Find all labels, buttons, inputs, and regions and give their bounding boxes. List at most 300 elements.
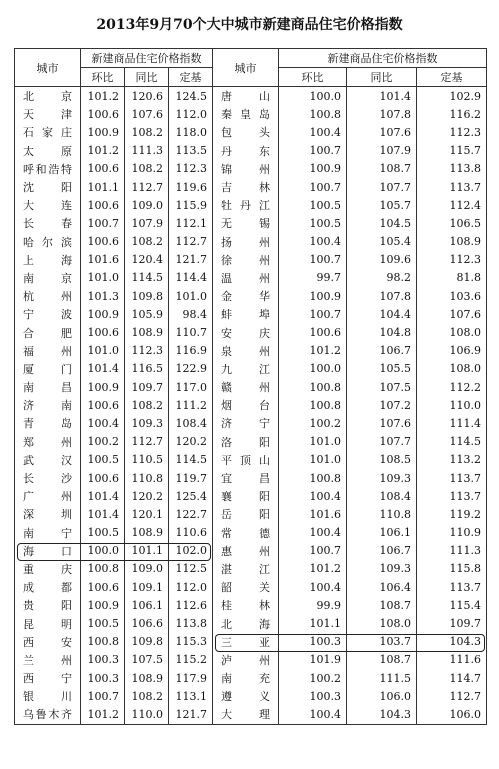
left-mom-cell: 101.3 [81, 287, 125, 305]
table-row [15, 560, 487, 578]
right-base-cell: 112.4 [417, 196, 487, 214]
right-mom-cell: 101.9 [279, 651, 347, 669]
left-mom-cell: 101.6 [81, 251, 125, 269]
right-city-cell: 岳阳 [213, 505, 279, 523]
right-city-cell: 洛阳 [213, 433, 279, 451]
table-row [15, 342, 487, 360]
right-mom-cell: 100.5 [279, 214, 347, 232]
right-yoy-cell: 108.0 [347, 614, 417, 632]
right-base-cell: 113.2 [417, 451, 487, 469]
left-base-cell: 98.4 [169, 305, 213, 323]
left-city-cell: 天津 [15, 105, 81, 123]
right-yoy-cell: 111.5 [347, 669, 417, 687]
right-yoy-cell: 107.8 [347, 105, 417, 123]
right-mom-cell: 101.0 [279, 433, 347, 451]
table-row [15, 651, 487, 669]
right-yoy-cell: 108.7 [347, 596, 417, 614]
right-yoy-cell: 107.2 [347, 396, 417, 414]
right-base-cell: 112.3 [417, 123, 487, 141]
left-base-cell: 112.0 [169, 578, 213, 596]
left-yoy-cell: 114.5 [125, 269, 169, 287]
left-base-cell: 112.6 [169, 596, 213, 614]
right-yoy-cell: 106.0 [347, 687, 417, 705]
right-mom-cell: 100.7 [279, 542, 347, 560]
right-yoy-cell: 108.7 [347, 160, 417, 178]
table-row [15, 178, 487, 196]
right-mom-cell: 100.8 [279, 396, 347, 414]
left-yoy-cell: 101.1 [125, 542, 169, 560]
left-mom-cell: 100.6 [81, 105, 125, 123]
left-base-cell: 117.0 [169, 378, 213, 396]
table-row [15, 687, 487, 705]
right-mom-cell: 100.4 [279, 233, 347, 251]
right-mom-cell: 101.0 [279, 451, 347, 469]
right-base-cell: 114.5 [417, 433, 487, 451]
left-base-cell: 122.7 [169, 505, 213, 523]
left-mom-cell: 100.0 [81, 542, 125, 560]
table-row [15, 669, 487, 687]
right-city-cell: 唐山 [213, 87, 279, 106]
right-yoy-cell: 105.5 [347, 360, 417, 378]
right-base-cell: 115.8 [417, 560, 487, 578]
left-base-cell: 115.2 [169, 651, 213, 669]
right-mom-cell: 100.2 [279, 669, 347, 687]
right-base-cell: 112.2 [417, 378, 487, 396]
left-base-cell: 125.4 [169, 487, 213, 505]
right-yoy-cell: 103.7 [347, 633, 417, 651]
left-mom-cell: 101.0 [81, 269, 125, 287]
left-yoy-cell: 107.5 [125, 651, 169, 669]
right-city-cell: 赣州 [213, 378, 279, 396]
left-city-cell: 合肥 [15, 323, 81, 341]
right-city-cell: 蚌埠 [213, 305, 279, 323]
left-yoy-cell: 108.2 [125, 687, 169, 705]
right-yoy-cell: 108.4 [347, 487, 417, 505]
table-row [15, 287, 487, 305]
left-mom-cell: 100.6 [81, 160, 125, 178]
left-mom-cell: 100.7 [81, 214, 125, 232]
right-yoy-cell: 107.7 [347, 433, 417, 451]
left-yoy-cell: 109.0 [125, 196, 169, 214]
left-mom-cell: 100.9 [81, 596, 125, 614]
right-mom-cell: 100.4 [279, 578, 347, 596]
left-yoy-cell: 107.9 [125, 214, 169, 232]
left-city-cell: 长春 [15, 214, 81, 232]
left-base-cell: 117.9 [169, 669, 213, 687]
right-city-cell: 常德 [213, 524, 279, 542]
left-mom-cell: 100.5 [81, 451, 125, 469]
left-city-cell: 深圳 [15, 505, 81, 523]
price-index-table [14, 48, 487, 725]
table-row [15, 524, 487, 542]
right-base-cell: 113.7 [417, 578, 487, 596]
right-city-cell: 包头 [213, 123, 279, 141]
left-base-cell: 113.8 [169, 614, 213, 632]
table-row [15, 87, 487, 106]
left-mom-cell: 100.8 [81, 633, 125, 651]
left-mom-cell: 101.4 [81, 487, 125, 505]
right-yoy-cell: 109.6 [347, 251, 417, 269]
left-city-cell: 南昌 [15, 378, 81, 396]
right-base-cell: 114.7 [417, 669, 487, 687]
left-base-cell: 119.7 [169, 469, 213, 487]
table-row [15, 487, 487, 505]
right-base-cell: 110.0 [417, 396, 487, 414]
left-city-cell: 海口 [15, 542, 81, 560]
left-mom-cell: 100.6 [81, 323, 125, 341]
table-row [15, 596, 487, 614]
left-yoy-cell: 120.6 [125, 87, 169, 106]
left-base-cell: 111.2 [169, 396, 213, 414]
right-base-cell: 115.7 [417, 142, 487, 160]
right-base-cell: 115.4 [417, 596, 487, 614]
right-base-cell: 109.7 [417, 614, 487, 632]
left-yoy-cell: 109.1 [125, 578, 169, 596]
left-yoy-cell: 109.8 [125, 287, 169, 305]
left-mom-cell: 100.6 [81, 578, 125, 596]
left-city-cell: 青岛 [15, 414, 81, 432]
left-city-cell: 福州 [15, 342, 81, 360]
left-mom-cell: 101.2 [81, 705, 125, 724]
left-yoy-cell: 109.0 [125, 560, 169, 578]
table-row [15, 433, 487, 451]
right-base-header: 定基 [417, 68, 487, 87]
left-mom-cell: 100.6 [81, 469, 125, 487]
left-mom-cell: 101.2 [81, 142, 125, 160]
left-mom-cell: 100.5 [81, 524, 125, 542]
right-base-cell: 104.3 [417, 633, 487, 651]
right-mom-cell: 100.9 [279, 287, 347, 305]
left-city-cell: 兰州 [15, 651, 81, 669]
left-mom-cell: 100.7 [81, 687, 125, 705]
right-city-cell: 平顶山 [213, 451, 279, 469]
right-city-cell: 济宁 [213, 414, 279, 432]
right-city-cell: 桂林 [213, 596, 279, 614]
left-base-cell: 110.7 [169, 323, 213, 341]
right-mom-cell: 100.6 [279, 323, 347, 341]
right-mom-cell: 100.4 [279, 705, 347, 724]
table-row [15, 214, 487, 232]
right-mom-cell: 100.7 [279, 305, 347, 323]
right-base-cell: 108.0 [417, 360, 487, 378]
right-yoy-cell: 108.5 [347, 451, 417, 469]
left-mom-cell: 100.2 [81, 433, 125, 451]
right-city-cell: 宜昌 [213, 469, 279, 487]
right-mom-header: 环比 [279, 68, 347, 87]
left-yoy-cell: 120.1 [125, 505, 169, 523]
left-mom-cell: 100.5 [81, 614, 125, 632]
right-base-cell: 108.0 [417, 323, 487, 341]
left-city-cell: 济南 [15, 396, 81, 414]
right-mom-cell: 100.0 [279, 87, 347, 106]
right-base-cell: 103.6 [417, 287, 487, 305]
left-base-cell: 113.5 [169, 142, 213, 160]
right-city-cell: 南充 [213, 669, 279, 687]
table-row [15, 396, 487, 414]
left-city-cell: 太原 [15, 142, 81, 160]
left-mom-cell: 100.6 [81, 396, 125, 414]
table-row [15, 233, 487, 251]
left-base-cell: 121.7 [169, 705, 213, 724]
right-city-cell: 三亚 [213, 633, 279, 651]
right-yoy-cell: 106.1 [347, 524, 417, 542]
left-base-cell: 112.3 [169, 160, 213, 178]
page-title: 2013年9月70个大中城市新建商品住宅价格指数 [96, 17, 403, 33]
left-city-cell: 厦门 [15, 360, 81, 378]
right-city-cell: 烟台 [213, 396, 279, 414]
right-city-cell: 湛江 [213, 560, 279, 578]
left-city-cell: 上海 [15, 251, 81, 269]
table-row [15, 505, 487, 523]
left-mom-cell: 100.9 [81, 123, 125, 141]
left-base-cell: 112.5 [169, 560, 213, 578]
right-base-cell: 106.9 [417, 342, 487, 360]
table-row [15, 378, 487, 396]
left-mom-cell: 100.9 [81, 305, 125, 323]
right-yoy-cell: 109.3 [347, 560, 417, 578]
left-mom-cell: 100.9 [81, 378, 125, 396]
right-yoy-cell: 101.4 [347, 87, 417, 106]
left-city-cell: 呼和浩特 [15, 160, 81, 178]
left-mom-cell: 101.0 [81, 342, 125, 360]
table-row [15, 123, 487, 141]
right-base-cell: 107.6 [417, 305, 487, 323]
table-row [15, 414, 487, 432]
left-city-cell: 杭州 [15, 287, 81, 305]
right-mom-cell: 101.6 [279, 505, 347, 523]
table-row [15, 305, 487, 323]
left-mom-cell: 100.6 [81, 233, 125, 251]
left-base-cell: 119.6 [169, 178, 213, 196]
left-base-cell: 122.9 [169, 360, 213, 378]
right-base-cell: 112.7 [417, 687, 487, 705]
left-yoy-cell: 112.7 [125, 178, 169, 196]
right-mom-cell: 101.1 [279, 614, 347, 632]
left-base-cell: 115.9 [169, 196, 213, 214]
right-base-cell: 113.8 [417, 160, 487, 178]
right-yoy-cell: 107.9 [347, 142, 417, 160]
left-mom-cell: 101.4 [81, 505, 125, 523]
right-yoy-cell: 104.5 [347, 214, 417, 232]
left-base-cell: 102.0 [169, 542, 213, 560]
left-city-cell: 广州 [15, 487, 81, 505]
left-city-cell: 武汉 [15, 451, 81, 469]
right-base-cell: 108.9 [417, 233, 487, 251]
left-city-cell: 北京 [15, 87, 81, 106]
left-base-cell: 113.1 [169, 687, 213, 705]
left-city-cell: 贵阳 [15, 596, 81, 614]
table-row [15, 633, 487, 651]
right-base-cell: 111.6 [417, 651, 487, 669]
left-base-cell: 110.6 [169, 524, 213, 542]
table-row [15, 196, 487, 214]
right-mom-cell: 100.3 [279, 687, 347, 705]
left-base-cell: 101.0 [169, 287, 213, 305]
right-mom-cell: 99.7 [279, 269, 347, 287]
right-city-cell: 扬州 [213, 233, 279, 251]
right-city-cell: 丹东 [213, 142, 279, 160]
right-city-header: 城市 [213, 49, 279, 87]
left-yoy-cell: 120.4 [125, 251, 169, 269]
left-base-cell: 108.4 [169, 414, 213, 432]
left-yoy-cell: 106.6 [125, 614, 169, 632]
left-yoy-cell: 112.3 [125, 342, 169, 360]
left-yoy-cell: 109.7 [125, 378, 169, 396]
right-yoy-cell: 104.4 [347, 305, 417, 323]
right-yoy-cell: 106.7 [347, 542, 417, 560]
right-mom-cell: 100.4 [279, 487, 347, 505]
left-mom-cell: 100.3 [81, 651, 125, 669]
right-yoy-cell: 107.6 [347, 414, 417, 432]
right-yoy-cell: 110.8 [347, 505, 417, 523]
right-city-cell: 泉州 [213, 342, 279, 360]
right-city-cell: 安庆 [213, 323, 279, 341]
right-city-cell: 牡丹江 [213, 196, 279, 214]
right-mom-cell: 101.2 [279, 560, 347, 578]
left-city-cell: 长沙 [15, 469, 81, 487]
left-yoy-cell: 105.9 [125, 305, 169, 323]
table-row [15, 142, 487, 160]
right-mom-cell: 100.7 [279, 251, 347, 269]
right-city-cell: 北海 [213, 614, 279, 632]
right-base-cell: 113.7 [417, 469, 487, 487]
right-base-cell: 102.9 [417, 87, 487, 106]
left-mom-cell: 101.2 [81, 87, 125, 106]
right-city-cell: 襄阳 [213, 487, 279, 505]
right-yoy-cell: 105.4 [347, 233, 417, 251]
table-row [15, 578, 487, 596]
left-city-cell: 西宁 [15, 669, 81, 687]
right-mom-cell: 100.9 [279, 160, 347, 178]
right-city-cell: 温州 [213, 269, 279, 287]
right-mom-cell: 99.9 [279, 596, 347, 614]
left-yoy-cell: 106.1 [125, 596, 169, 614]
right-mom-cell: 100.7 [279, 178, 347, 196]
left-city-cell: 乌鲁木齐 [15, 705, 81, 724]
left-base-header: 定基 [169, 68, 213, 87]
left-yoy-cell: 107.6 [125, 105, 169, 123]
right-mom-cell: 100.4 [279, 524, 347, 542]
table-row [15, 269, 487, 287]
left-yoy-cell: 108.2 [125, 160, 169, 178]
right-yoy-cell: 108.7 [347, 651, 417, 669]
right-city-cell: 金华 [213, 287, 279, 305]
right-yoy-cell: 107.5 [347, 378, 417, 396]
right-mom-cell: 100.8 [279, 378, 347, 396]
left-yoy-cell: 108.9 [125, 323, 169, 341]
left-yoy-cell: 109.8 [125, 633, 169, 651]
left-yoy-cell: 108.9 [125, 524, 169, 542]
right-mom-cell: 101.2 [279, 342, 347, 360]
right-yoy-cell: 107.8 [347, 287, 417, 305]
left-mom-cell: 101.4 [81, 360, 125, 378]
right-yoy-cell: 109.3 [347, 469, 417, 487]
right-yoy-cell: 106.7 [347, 342, 417, 360]
left-yoy-cell: 116.5 [125, 360, 169, 378]
left-mom-cell: 100.8 [81, 560, 125, 578]
right-yoy-cell: 104.3 [347, 705, 417, 724]
left-yoy-header: 同比 [125, 68, 169, 87]
right-base-cell: 113.7 [417, 178, 487, 196]
left-city-cell: 南宁 [15, 524, 81, 542]
table-row [15, 451, 487, 469]
left-city-cell: 石家庄 [15, 123, 81, 141]
right-base-cell: 110.9 [417, 524, 487, 542]
left-city-cell: 宁波 [15, 305, 81, 323]
table-row [15, 614, 487, 632]
right-city-cell: 泸州 [213, 651, 279, 669]
table-row [15, 105, 487, 123]
right-base-cell: 81.8 [417, 269, 487, 287]
right-city-cell: 遵义 [213, 687, 279, 705]
right-yoy-cell: 98.2 [347, 269, 417, 287]
left-city-cell: 大连 [15, 196, 81, 214]
left-base-cell: 112.1 [169, 214, 213, 232]
left-mom-header: 环比 [81, 68, 125, 87]
right-mom-cell: 100.7 [279, 142, 347, 160]
left-city-cell: 郑州 [15, 433, 81, 451]
right-mom-cell: 100.8 [279, 105, 347, 123]
right-group-header: 新建商品住宅价格指数 [279, 49, 487, 68]
left-city-cell: 银川 [15, 687, 81, 705]
table-row [15, 323, 487, 341]
left-city-header: 城市 [15, 49, 81, 87]
left-city-cell: 沈阳 [15, 178, 81, 196]
left-base-cell: 118.0 [169, 123, 213, 141]
left-mom-cell: 101.1 [81, 178, 125, 196]
right-city-cell: 无锡 [213, 214, 279, 232]
table-row [15, 160, 487, 178]
right-base-cell: 106.5 [417, 214, 487, 232]
table-row [15, 469, 487, 487]
right-city-cell: 锦州 [213, 160, 279, 178]
right-base-cell: 113.7 [417, 487, 487, 505]
right-base-cell: 119.2 [417, 505, 487, 523]
right-city-cell: 徐州 [213, 251, 279, 269]
left-yoy-cell: 120.2 [125, 487, 169, 505]
left-city-cell: 南京 [15, 269, 81, 287]
left-mom-cell: 100.3 [81, 669, 125, 687]
right-base-cell: 106.0 [417, 705, 487, 724]
right-mom-cell: 100.8 [279, 469, 347, 487]
left-group-header: 新建商品住宅价格指数 [81, 49, 213, 68]
right-city-cell: 九江 [213, 360, 279, 378]
left-yoy-cell: 108.2 [125, 233, 169, 251]
right-mom-cell: 100.3 [279, 633, 347, 651]
right-yoy-header: 同比 [347, 68, 417, 87]
left-city-cell: 昆明 [15, 614, 81, 632]
table-row [15, 251, 487, 269]
left-base-cell: 116.9 [169, 342, 213, 360]
left-yoy-cell: 109.3 [125, 414, 169, 432]
left-yoy-cell: 110.8 [125, 469, 169, 487]
right-city-cell: 秦皇岛 [213, 105, 279, 123]
right-city-cell: 大理 [213, 705, 279, 724]
left-yoy-cell: 108.9 [125, 669, 169, 687]
left-yoy-cell: 108.2 [125, 123, 169, 141]
left-yoy-cell: 111.3 [125, 142, 169, 160]
left-base-cell: 121.7 [169, 251, 213, 269]
left-base-cell: 124.5 [169, 87, 213, 106]
right-base-cell: 111.4 [417, 414, 487, 432]
left-base-cell: 115.3 [169, 633, 213, 651]
right-yoy-cell: 107.6 [347, 123, 417, 141]
left-yoy-cell: 110.0 [125, 705, 169, 724]
right-base-cell: 111.3 [417, 542, 487, 560]
left-city-cell: 哈尔滨 [15, 233, 81, 251]
left-base-cell: 120.2 [169, 433, 213, 451]
left-mom-cell: 100.6 [81, 196, 125, 214]
